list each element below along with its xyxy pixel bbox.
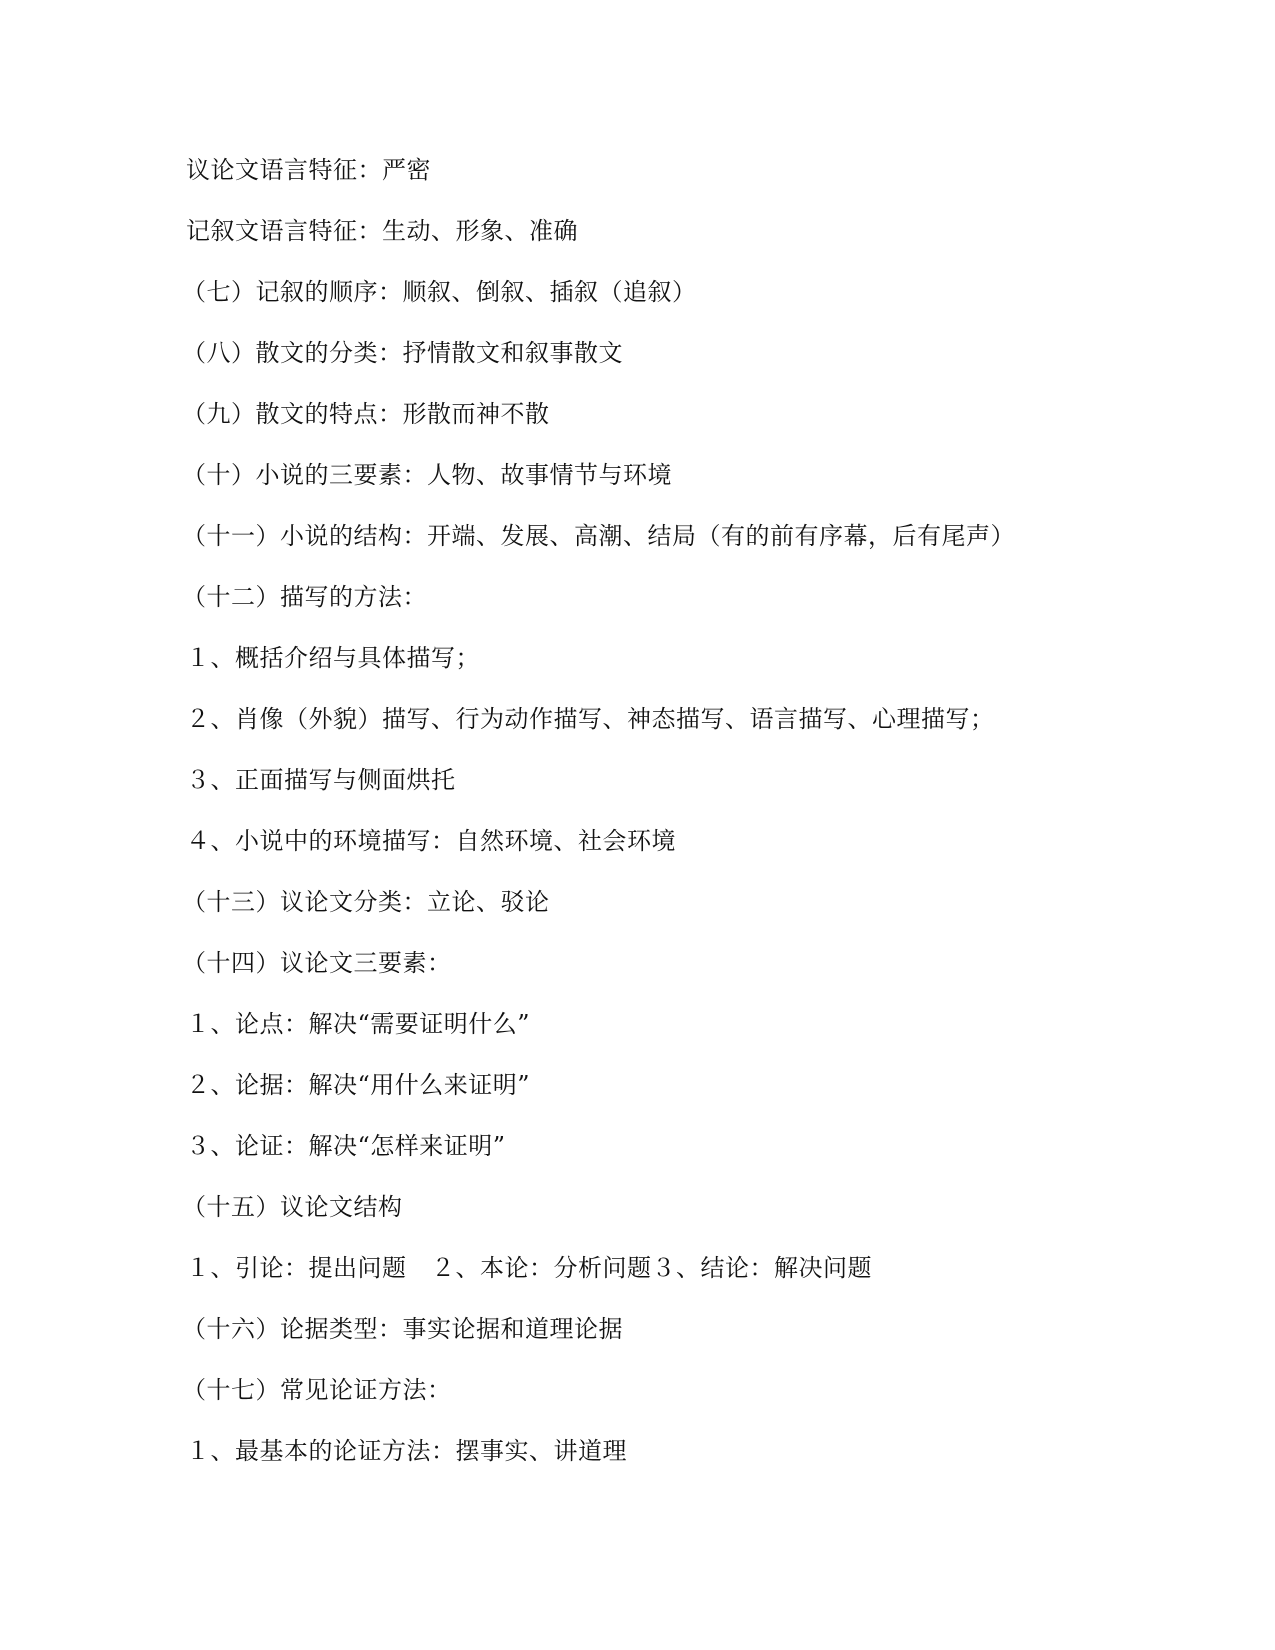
section-heading: （十六）论据类型：事实论据和道理论据: [182, 1315, 623, 1343]
section-heading: （十七）常见论证方法：: [182, 1376, 452, 1404]
list-item: １、最基本的论证方法：摆事实、讲道理: [186, 1437, 627, 1465]
section-heading: （十二）描写的方法：: [182, 583, 427, 611]
section-heading: （八）散文的分类：抒情散文和叙事散文: [182, 339, 623, 367]
list-item: ３、正面描写与侧面烘托: [186, 766, 456, 794]
document-body: [182, 140, 1116, 1482]
section-heading: （十三）议论文分类：立论、驳论: [182, 888, 550, 916]
list-item: ２、肖像（外貌）描写、行为动作描写、神态描写、语言描写、心理描写；: [186, 705, 995, 733]
section-heading: （十一）小说的结构：开端、发展、高潮、结局（有的前有序幕，后有尾声）: [182, 522, 1015, 550]
section-heading: （七）记叙的顺序：顺叙、倒叙、插叙（追叙）: [182, 278, 697, 306]
section-heading: （十）小说的三要素：人物、故事情节与环境: [182, 461, 672, 489]
list-item: ２、论据：解决“用什么来证明”: [186, 1071, 531, 1099]
section-heading: （九）散文的特点：形散而神不散: [182, 400, 550, 428]
text-line: 记叙文语言特征：生动、形象、准确: [186, 217, 578, 245]
text-line: 议论文语言特征：严密: [186, 156, 431, 184]
list-item: １、论点：解决“需要证明什么”: [186, 1010, 531, 1038]
section-heading: （十五）议论文结构: [182, 1193, 403, 1221]
list-item: １、概括介绍与具体描写；: [186, 644, 480, 672]
list-item: １、引论：提出问题 ２、本论：分析问题３、结论：解决问题: [186, 1254, 872, 1282]
list-item: ４、小说中的环境描写：自然环境、社会环境: [186, 827, 676, 855]
section-heading: （十四）议论文三要素：: [182, 949, 452, 977]
list-item: ３、论证：解决“怎样来证明”: [186, 1132, 506, 1160]
